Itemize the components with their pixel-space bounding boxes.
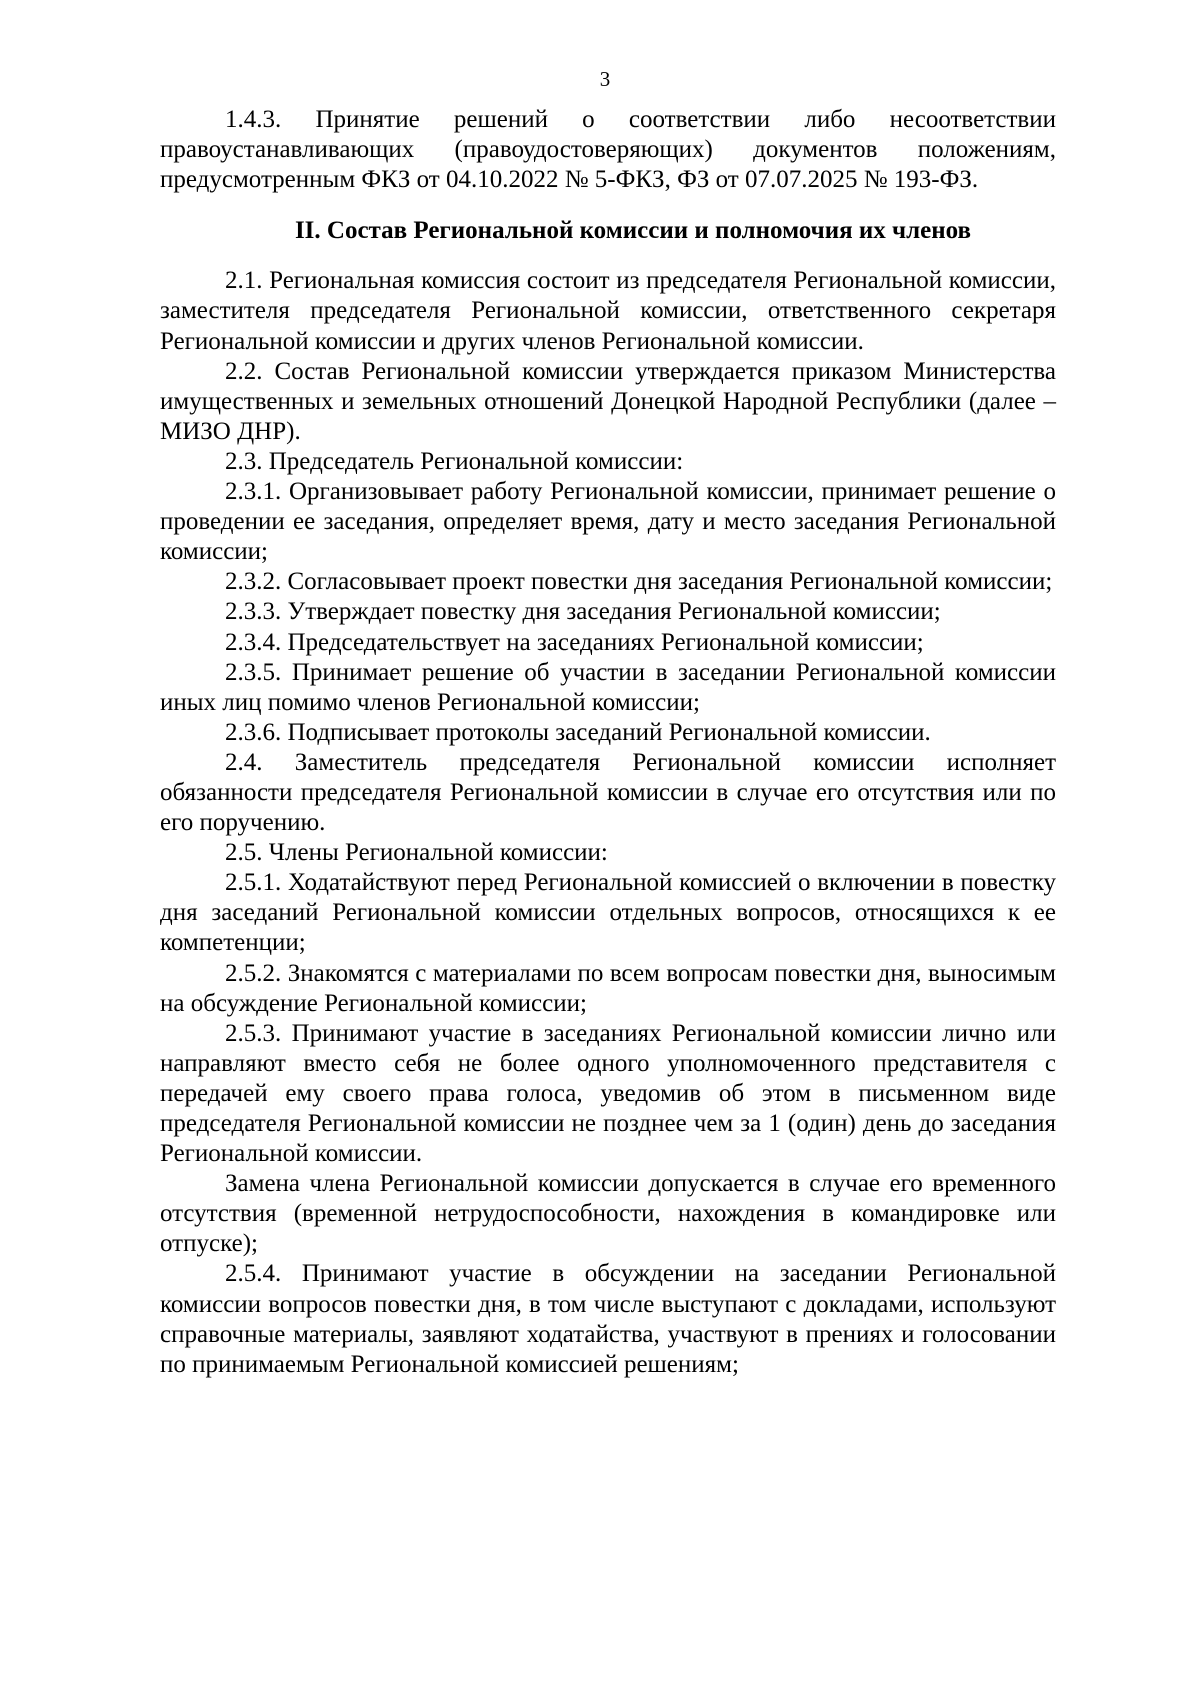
- paragraph-replacement: Замена члена Региональной комиссии допускается в случае его временного отсутствия (временной нетрудоспособности, нахождения в командировке или отпуске);: [160, 1170, 1056, 1258]
- page-number: 3: [599, 67, 611, 91]
- paragraph-2-3: 2.3. Председатель Региональной комиссии:: [225, 447, 684, 475]
- document-body: [160, 105, 1056, 1380]
- paragraph-2-5: 2.5. Члены Региональной комиссии:: [225, 839, 608, 867]
- paragraph-2-3-6: 2.3.6. Подписывает протоколы заседаний Региональной комиссии.: [225, 718, 931, 746]
- paragraph-2-1: 2.1. Региональная комиссия состоит из председателя Региональной комиссии, заместителя председателя Региональной комиссии, ответственного секретаря Региональной комиссии и других членов Региональной комиссии.: [160, 267, 1056, 355]
- paragraph-2-4: 2.4. Заместитель председателя Региональной комиссии исполняет обязанности председателя Региональной комиссии в случае его отсутствия или по его поручению.: [160, 748, 1056, 837]
- paragraph-2-5-4: 2.5.4. Принимают участие в обсуждении на заседании Региональной комиссии вопросов повестки дня, в том числе выступают с докладами, используют справочные материалы, заявляют ходатайства, участвуют в прениях и голосовании по принимаемым Региональной комиссией решениям;: [160, 1260, 1056, 1378]
- section-heading: II. Состав Региональной комиссии и полномочия их членов: [294, 217, 972, 245]
- paragraph-2-5-2: 2.5.2. Знакомятся с материалами по всем вопросам повестки дня, выносимым на обсуждение Региональной комиссии;: [160, 959, 1056, 1017]
- paragraph-2-3-3: 2.3.3. Утверждает повестку дня заседания Региональной комиссии;: [225, 598, 941, 626]
- paragraph-2-3-2: 2.3.2. Согласовывает проект повестки дня заседания Региональной комиссии;: [225, 568, 1053, 596]
- paragraph-2-3-1: 2.3.1. Организовывает работу Региональной комиссии, принимает решение о проведении ее заседания, определяет время, дату и место заседания Региональной комиссии;: [160, 478, 1056, 566]
- paragraph-2-5-1: 2.5.1. Ходатайствуют перед Региональной комиссией о включении в повестку дня заседаний Региональной комиссии отдельных вопросов, относящихся к ее компетенции;: [160, 869, 1056, 957]
- paragraph-2-5-3: 2.5.3. Принимают участие в заседаниях Региональной комиссии лично или направляют вместо себя не более одного уполномоченного представителя с передачей ему своего права голоса, уведомив об этом в письменном виде председателя Региональной комиссии не позднее чем за 1 (один) день до заседания Региональной комиссии.: [160, 1019, 1056, 1168]
- paragraph-2-2: 2.2. Состав Региональной комиссии утверждается приказом Министерства имущественных и земельных отношений Донецкой Народной Республики (далее – МИЗО ДНР).: [160, 357, 1056, 445]
- paragraph-1-4-3: 1.4.3. Принятие решений о соответствии либо несоответствии правоустанавливающих (правоудостоверяющих) документов положениям, предусмотренным ФКЗ от 04.10.2022 № 5-ФКЗ, ФЗ от 07.07.2025 № 193-ФЗ.: [160, 106, 1056, 194]
- paragraph-2-3-5: 2.3.5. Принимает решение об участии в заседании Региональной комиссии иных лиц помимо членов Региональной комиссии;: [160, 658, 1056, 716]
- paragraph-2-3-4: 2.3.4. Председательствует на заседаниях Региональной комиссии;: [225, 628, 924, 656]
